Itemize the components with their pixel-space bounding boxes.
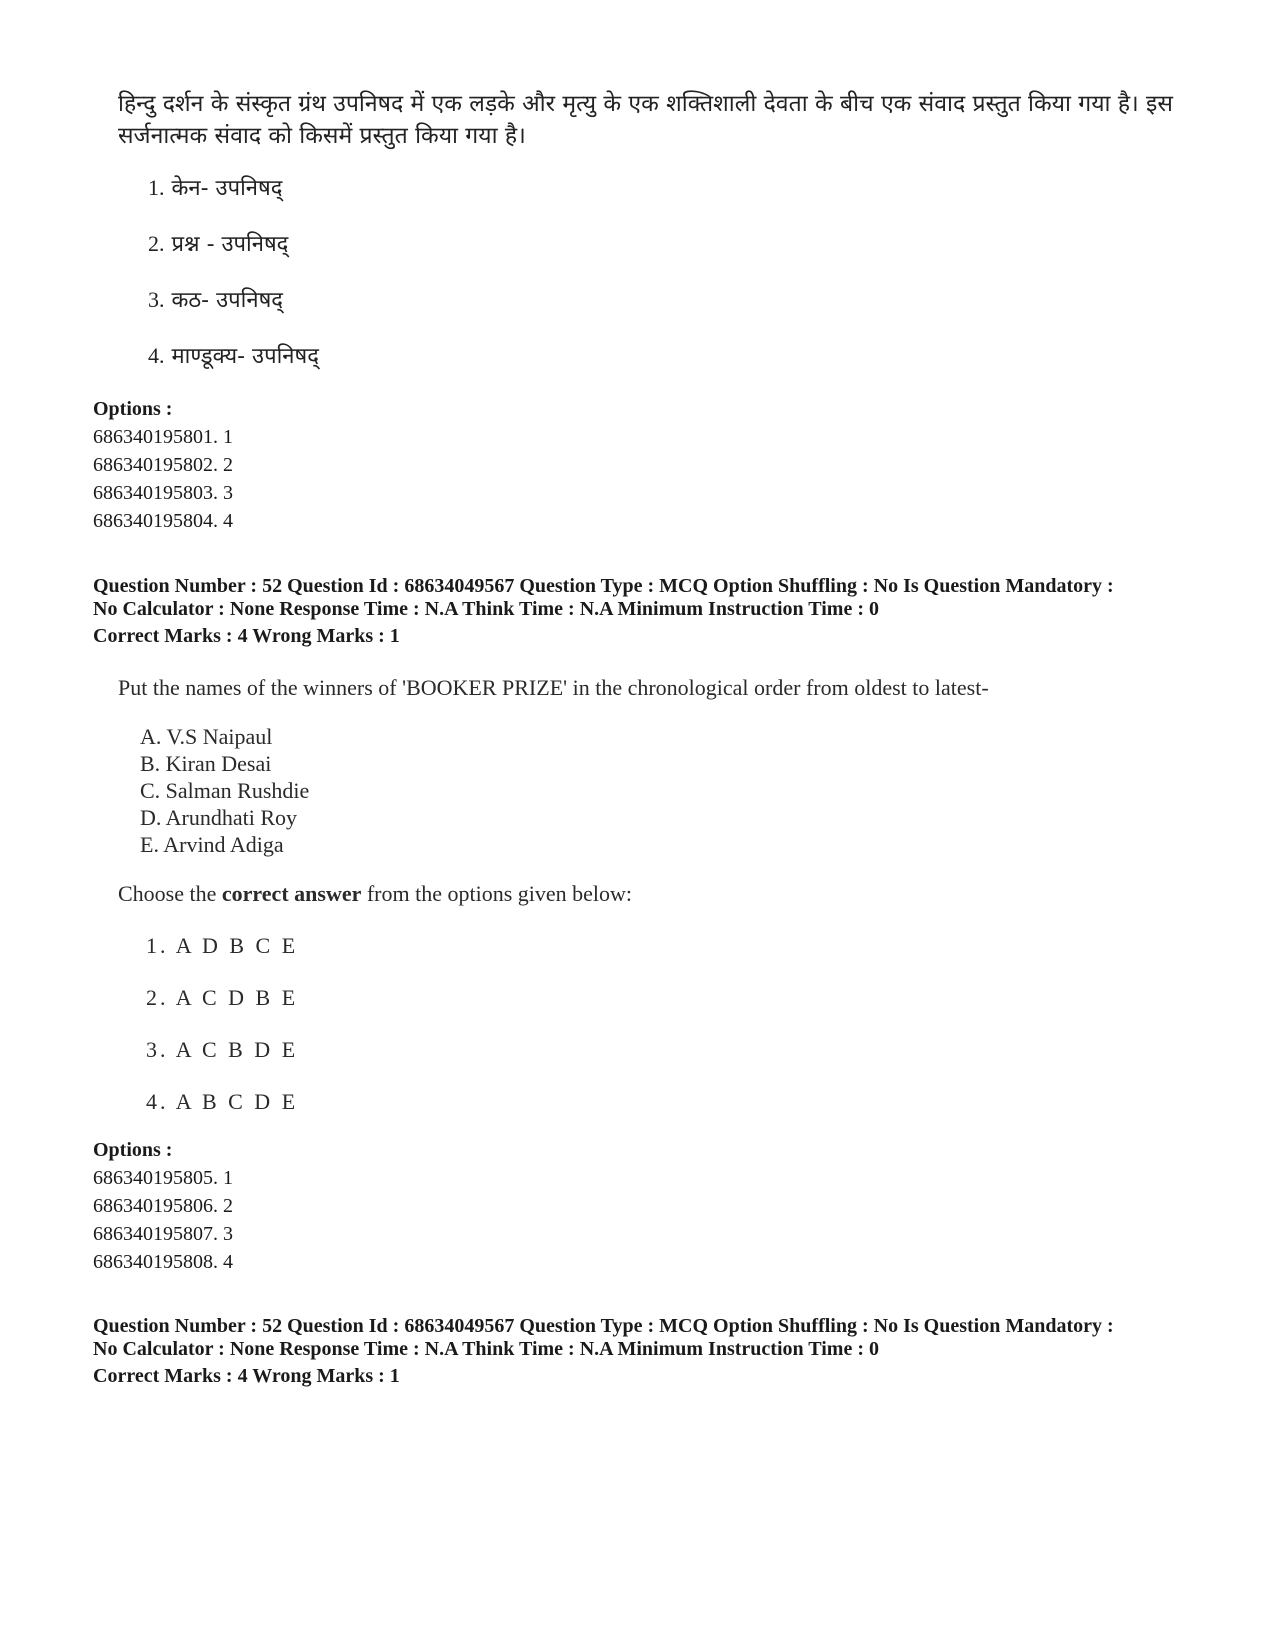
question-meta-line1: Question Number : 52 Question Id : 68634049567 Question Type : MCQ Option Shuffling : No Is Question Mandatory :: [93, 1315, 1114, 1337]
instruction-post: from the options given below:: [361, 881, 633, 906]
hindi-choice-3: [148, 284, 283, 314]
hindi-choice-4: [148, 340, 319, 370]
question-marks: Correct Marks : 4 Wrong Marks : 1: [93, 625, 400, 647]
choice-label: केन- उपनिषद्: [171, 176, 283, 201]
choice-number: 4.: [148, 343, 165, 368]
hindi-choice-2: [148, 228, 288, 258]
choice-label: माण्डूक्य- उपनिषद्: [171, 344, 319, 369]
list-item: B. Kiran Desai: [140, 751, 272, 776]
question-meta-line1: Question Number : 52 Question Id : 68634049567 Question Type : MCQ Option Shuffling : No Is Question Mandatory :: [93, 575, 1114, 597]
answer-choice-3: 3. A C B D E: [146, 1037, 299, 1062]
choice-number: 3.: [148, 287, 165, 312]
instruction-bold: correct answer: [221, 881, 362, 906]
option-id-row: 686340195806. 2: [93, 1195, 233, 1217]
choice-label: कठ- उपनिषद्: [171, 288, 283, 313]
question-meta-line2: No Calculator : None Response Time : N.A Think Time : N.A Minimum Instruction Time : 0: [93, 598, 879, 620]
choice-number: 1.: [148, 175, 165, 200]
list-item: C. Salman Rushdie: [140, 778, 310, 803]
question-text: Put the names of the winners of 'BOOKER PRIZE' in the chronological order from oldest to latest-: [118, 675, 989, 700]
question-meta-line2: No Calculator : None Response Time : N.A Think Time : N.A Minimum Instruction Time : 0: [93, 1338, 879, 1360]
question-marks: Correct Marks : 4 Wrong Marks : 1: [93, 1365, 400, 1387]
instruction-text: [118, 881, 632, 907]
option-id-row: 686340195804. 4: [93, 510, 233, 532]
hindi-choice-1: [148, 172, 282, 202]
options-heading: Options :: [93, 1139, 173, 1161]
question-text-hindi: हिन्दु दर्शन के संस्कृत ग्रंथ उपनिषद में एक लड़के और मृत्यु के एक शक्तिशाली देवता के बीच एक संवाद प्रस्तुत किया गया है। इस सर्जनात्मक संवाद को किसमें प्रस्तुत किया गया है।: [118, 91, 1173, 149]
option-id-row: 686340195808. 4: [93, 1251, 233, 1273]
choice-number: 2.: [148, 231, 165, 256]
choice-label: प्रश्न - उपनिषद्: [171, 232, 289, 257]
option-id-row: 686340195805. 1: [93, 1167, 233, 1189]
instruction-pre: Choose the: [118, 881, 222, 906]
option-id-row: 686340195803. 3: [93, 482, 233, 504]
answer-choice-4: 4. A B C D E: [146, 1089, 299, 1114]
answer-choice-2: 2. A C D B E: [146, 985, 299, 1010]
list-item: D. Arundhati Roy: [140, 805, 298, 830]
list-item: E. Arvind Adiga: [140, 832, 284, 857]
option-id-row: 686340195802. 2: [93, 454, 233, 476]
option-id-row: 686340195801. 1: [93, 426, 233, 448]
list-item: A. V.S Naipaul: [140, 724, 273, 749]
answer-choice-1: 1. A D B C E: [146, 933, 299, 958]
option-id-row: 686340195807. 3: [93, 1223, 233, 1245]
options-heading: Options :: [93, 398, 173, 420]
